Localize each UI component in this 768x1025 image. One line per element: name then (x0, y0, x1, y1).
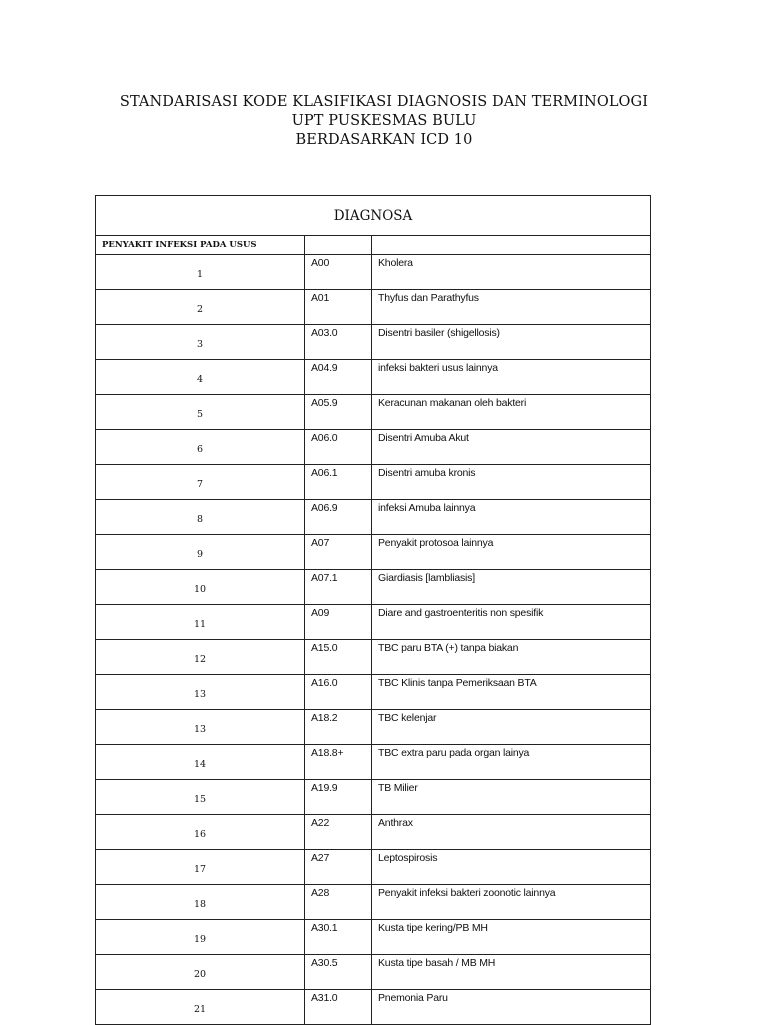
table-row (96, 395, 651, 430)
icd-code: A28 (305, 885, 372, 920)
icd-code: A30.1 (305, 920, 372, 955)
table-row (96, 255, 651, 290)
icd-code: A03.0 (305, 325, 372, 360)
diagnosis-description: infeksi Amuba lainnya (372, 500, 651, 535)
title-line-1: STANDARISASI KODE KLASIFIKASI DIAGNOSIS DAN TERMINOLOGI (119, 94, 649, 110)
icd-code: A09 (305, 605, 372, 640)
icd-code: A31.0 (305, 990, 372, 1025)
diagnosis-description: Disentri basiler (shigellosis) (372, 325, 651, 360)
icd-code: A07.1 (305, 570, 372, 605)
diagnosis-description: Disentri amuba kronis (372, 465, 651, 500)
icd-code: A05.9 (305, 395, 372, 430)
section-label: PENYAKIT INFEKSI PADA USUS (96, 236, 305, 255)
diagnosis-description: Thyfus dan Parathyfus (372, 290, 651, 325)
icd-code: A16.0 (305, 675, 372, 710)
icd-code: A27 (305, 850, 372, 885)
diagnosis-description: Diare and gastroenteritis non spesifik (372, 605, 651, 640)
diagnosis-description: TBC kelenjar (372, 710, 651, 745)
row-number: 19 (96, 920, 305, 955)
diagnosis-description: infeksi bakteri usus lainnya (372, 360, 651, 395)
icd-code: A18.2 (305, 710, 372, 745)
table-row (96, 990, 651, 1025)
row-number: 15 (96, 780, 305, 815)
row-number: 7 (96, 465, 305, 500)
row-number: 9 (96, 535, 305, 570)
table-row (96, 850, 651, 885)
title-line-3: BERDASARKAN ICD 10 (295, 132, 473, 148)
icd-code: A06.9 (305, 500, 372, 535)
diagnosis-description: Pnemonia Paru (372, 990, 651, 1025)
diagnosis-description: TBC extra paru pada organ lainya (372, 745, 651, 780)
table-header-row (96, 196, 651, 236)
table-row (96, 430, 651, 465)
title-line-2: UPT PUSKESMAS BULU (291, 113, 477, 129)
diagnosis-description: Leptospirosis (372, 850, 651, 885)
icd-code: A06.0 (305, 430, 372, 465)
diagnosis-description: Penyakit protosoa lainnya (372, 535, 651, 570)
row-number: 1 (96, 255, 305, 290)
diagnosis-description: TB Milier (372, 780, 651, 815)
diagnosis-description: TBC Klinis tanpa Pemeriksaan BTA (372, 675, 651, 710)
table-row (96, 535, 651, 570)
diagnosis-description: Penyakit infeksi bakteri zoonotic lainnya (372, 885, 651, 920)
row-number: 18 (96, 885, 305, 920)
icd-code: A18.8+ (305, 745, 372, 780)
row-number: 2 (96, 290, 305, 325)
row-number: 3 (96, 325, 305, 360)
table-row (96, 640, 651, 675)
row-number: 10 (96, 570, 305, 605)
icd-code: A07 (305, 535, 372, 570)
table-row (96, 570, 651, 605)
table-row (96, 465, 651, 500)
row-number: 12 (96, 640, 305, 675)
diagnosis-table (95, 195, 651, 1025)
table-row (96, 815, 651, 850)
diagnosis-description: Disentri Amuba Akut (372, 430, 651, 465)
row-number: 6 (96, 430, 305, 465)
row-number: 20 (96, 955, 305, 990)
table-row (96, 885, 651, 920)
table-row (96, 780, 651, 815)
table-row (96, 500, 651, 535)
table-row (96, 920, 651, 955)
diagnosis-description: TBC paru BTA (+) tanpa biakan (372, 640, 651, 675)
icd-code: A19.9 (305, 780, 372, 815)
icd-code: A06.1 (305, 465, 372, 500)
diagnosis-description: Kholera (372, 255, 651, 290)
row-number: 14 (96, 745, 305, 780)
section-empty-cell (305, 236, 372, 255)
row-number: 16 (96, 815, 305, 850)
table-header: DIAGNOSA (96, 196, 651, 236)
diagnosis-description: Giardiasis [lambliasis] (372, 570, 651, 605)
row-number: 21 (96, 990, 305, 1025)
table-row (96, 675, 651, 710)
icd-code: A00 (305, 255, 372, 290)
section-empty-cell (372, 236, 651, 255)
table-row (96, 710, 651, 745)
icd-code: A01 (305, 290, 372, 325)
table-row (96, 325, 651, 360)
diagnosis-description: Kusta tipe basah / MB MH (372, 955, 651, 990)
row-number: 5 (96, 395, 305, 430)
row-number: 13 (96, 710, 305, 745)
diagnosis-description: Kusta tipe kering/PB MH (372, 920, 651, 955)
row-number: 4 (96, 360, 305, 395)
table-row (96, 745, 651, 780)
row-number: 13 (96, 675, 305, 710)
document-title (0, 93, 768, 150)
diagnosis-description: Anthrax (372, 815, 651, 850)
icd-code: A15.0 (305, 640, 372, 675)
icd-code: A30.5 (305, 955, 372, 990)
diagnosis-description: Keracunan makanan oleh bakteri (372, 395, 651, 430)
section-row (96, 236, 651, 255)
icd-code: A22 (305, 815, 372, 850)
table-row (96, 605, 651, 640)
row-number: 17 (96, 850, 305, 885)
table-row (96, 955, 651, 990)
row-number: 8 (96, 500, 305, 535)
table-row (96, 360, 651, 395)
row-number: 11 (96, 605, 305, 640)
icd-code: A04.9 (305, 360, 372, 395)
table-row (96, 290, 651, 325)
